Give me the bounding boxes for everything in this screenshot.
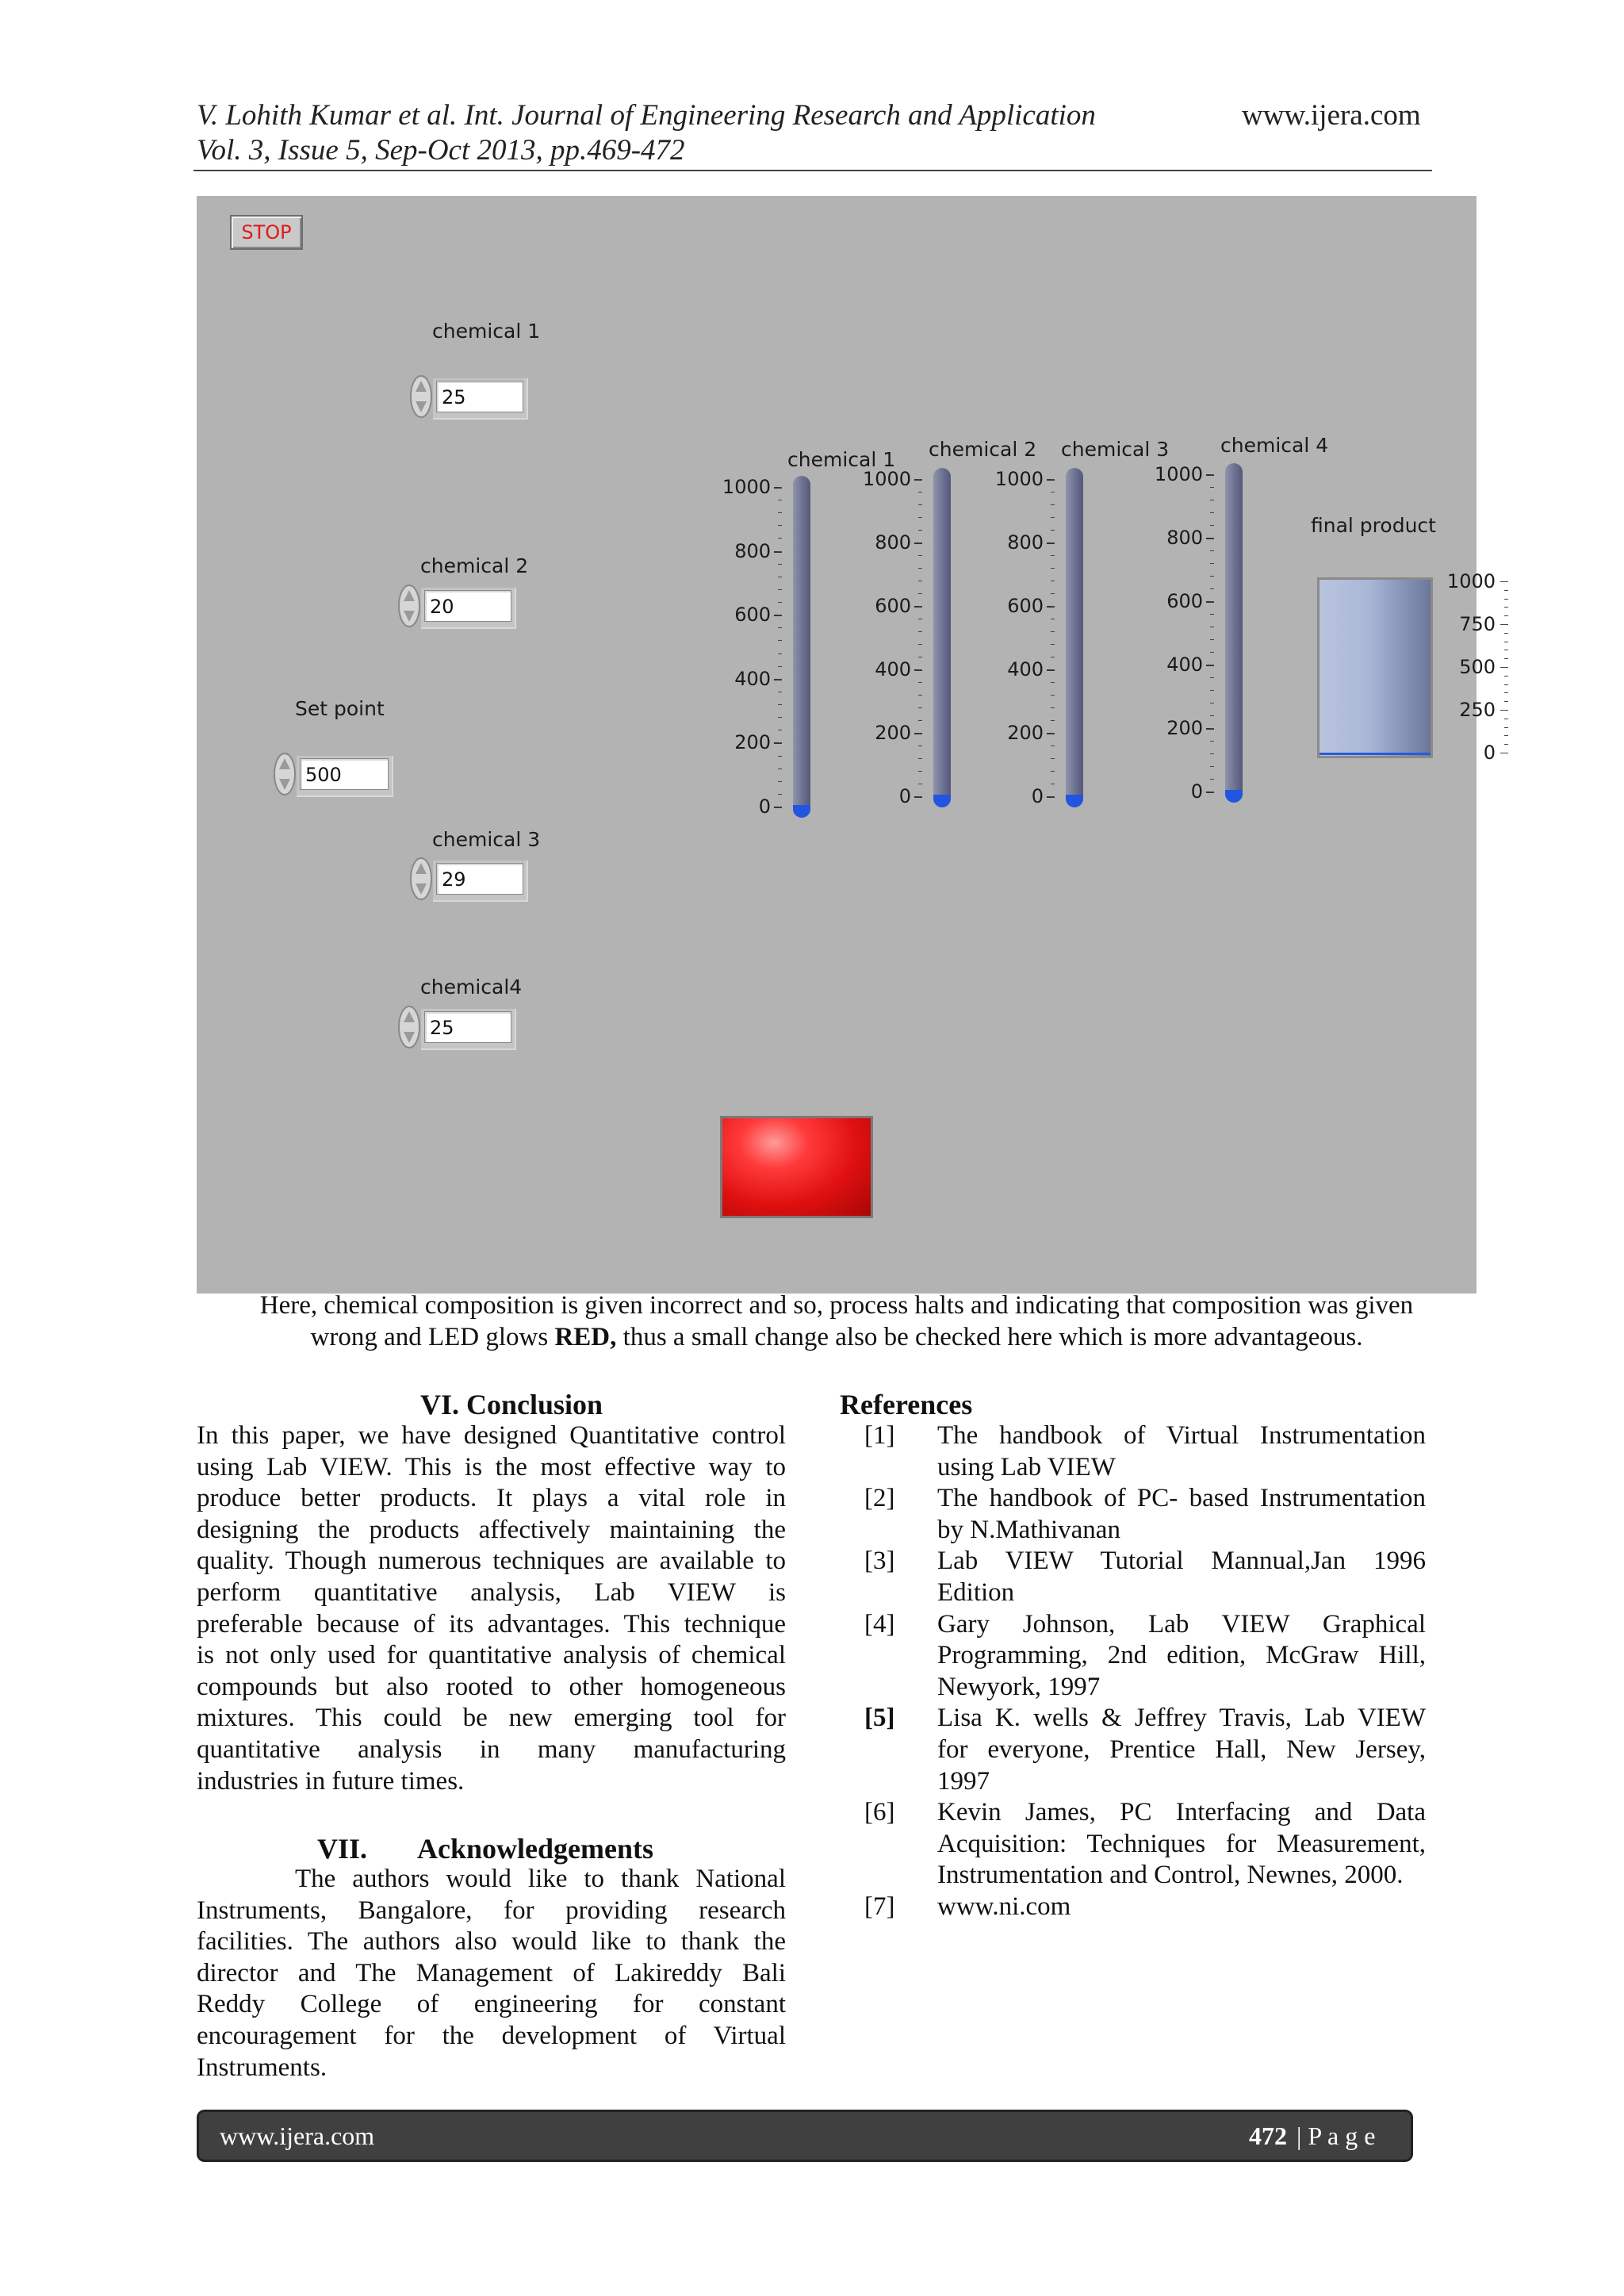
tank-minor-tick	[778, 781, 782, 782]
tank-tick-label: 800	[875, 531, 911, 554]
tank-tick-label: 600	[1166, 590, 1203, 612]
reference-line: Acquisition: Techniques for Measurement,	[937, 1829, 1426, 1858]
final-product-tick	[1504, 599, 1508, 600]
tank-minor-tick	[1051, 771, 1055, 772]
tank-minor-tick	[778, 742, 782, 743]
stop-button[interactable]: STOP	[230, 215, 303, 250]
paragraph-line: In this paper, we have designed Quantitative control	[197, 1421, 786, 1450]
tank-bar	[1225, 463, 1243, 803]
tank-minor-tick	[1051, 606, 1055, 607]
reference-number: [2]	[864, 1484, 895, 1513]
reference-line: Gary Johnson, Lab VIEW Graphical	[937, 1609, 1426, 1639]
tank-minor-tick	[778, 551, 782, 552]
reference-line: www.ni.com	[937, 1892, 1071, 1921]
final-product-tick	[1504, 633, 1508, 634]
tank-minor-tick	[1210, 588, 1214, 589]
tank-minor-tick	[1210, 639, 1214, 640]
tank-tick-label: 400	[1007, 658, 1044, 680]
tank-tick-label: 200	[875, 722, 911, 744]
acknowledgements-heading-number: VII.	[317, 1833, 368, 1865]
final-product-label: final product	[1311, 514, 1436, 537]
reference-line: Newyork, 1997	[937, 1672, 1101, 1701]
tank-minor-tick	[918, 644, 922, 645]
final-product-tick	[1500, 710, 1508, 711]
tank-minor-tick	[918, 733, 922, 734]
tank-minor-tick	[918, 555, 922, 556]
reference-line: Lab VIEW Tutorial Mannual,Jan 1996	[937, 1547, 1426, 1576]
tank-fill-level	[793, 805, 810, 818]
paragraph-line: The authors would like to thank National	[295, 1865, 786, 1893]
tank-minor-tick	[778, 794, 782, 795]
final-product-tick	[1504, 658, 1508, 659]
tank-tick-label: 600	[1007, 595, 1044, 617]
tank-tick-label: 1000	[722, 476, 771, 498]
tank-minor-tick	[778, 627, 782, 628]
final-product-tick	[1504, 735, 1508, 736]
tank-minor-tick	[918, 720, 922, 721]
reference-number: [4]	[864, 1609, 895, 1639]
tank-minor-tick	[1210, 563, 1214, 564]
paragraph-line: preferable because of its advantages. This technique	[197, 1609, 786, 1639]
reference-text	[937, 1703, 1426, 1797]
reference-text	[937, 1546, 1426, 1608]
tank-tick-label: 800	[1007, 531, 1044, 554]
tank-minor-tick	[1051, 542, 1055, 543]
tank-minor-tick	[778, 602, 782, 603]
reference-line: The handbook of PC- based Instrumentation	[937, 1484, 1426, 1513]
tank-minor-tick	[778, 589, 782, 590]
tank-minor-tick	[1051, 530, 1055, 531]
running-header-volume: Vol. 3, Issue 5, Sep-Oct 2013, pp.469-472	[197, 134, 685, 167]
reference-line: Kevin James, PC Interfacing and Data	[937, 1798, 1426, 1827]
reference-text	[937, 1892, 1426, 1923]
tank-minor-tick	[918, 707, 922, 708]
paragraph-line: using Lab VIEW. This is the most effective way to	[197, 1452, 786, 1481]
tank-fill-level	[1066, 795, 1083, 807]
footer-page-number: 472	[1249, 2122, 1287, 2150]
tank-minor-tick	[918, 479, 922, 480]
tank-bar	[793, 476, 810, 818]
chemical-4-input[interactable]: 25	[424, 1011, 511, 1043]
caption-line-2: wrong and LED glows RED, thus a small change also be checked here which is more advantageous.	[310, 1323, 1363, 1351]
tank-bar	[933, 468, 951, 807]
tank-minor-tick	[918, 682, 922, 683]
tank-minor-tick	[1051, 555, 1055, 556]
tank-minor-tick	[778, 679, 782, 680]
paragraph-line: Instruments.	[197, 2053, 327, 2082]
tank-minor-tick	[1051, 758, 1055, 759]
tank-minor-tick	[1051, 707, 1055, 708]
reference-line: for everyone, Prentice Hall, New Jersey,	[937, 1734, 1426, 1764]
reference-line: The handbook of Virtual Instrumentation	[937, 1421, 1426, 1450]
final-product-tick-label: 0	[1483, 742, 1496, 764]
final-product-tick	[1504, 744, 1508, 745]
tank-minor-tick	[778, 564, 782, 565]
tank-minor-tick	[1051, 695, 1055, 696]
acknowledgements-paragraph	[197, 1864, 786, 2083]
final-product-tick	[1500, 667, 1508, 668]
tank-minor-tick	[1210, 614, 1214, 615]
tank-minor-tick	[918, 542, 922, 543]
reference-number: [6]	[864, 1798, 895, 1827]
paragraph-line: industries in future times.	[197, 1766, 465, 1796]
paragraph-line: perform quantitative analysis, Lab VIEW is	[197, 1577, 786, 1607]
acknowledgements-heading: Acknowledgements	[417, 1833, 653, 1865]
footer-url: www.ijera.com	[220, 2122, 375, 2150]
tank-minor-tick	[1210, 753, 1214, 754]
tank-minor-tick	[778, 756, 782, 757]
tank-tick-label: 800	[1166, 527, 1203, 549]
tank-tick-label: 400	[1166, 654, 1203, 676]
footer-page-word: | P a g e	[1297, 2122, 1376, 2150]
tank-minor-tick	[918, 593, 922, 594]
reference-text	[937, 1420, 1426, 1483]
paragraph-line: Instruments, Bangalore, for providing research	[197, 1895, 786, 1925]
tank-title: chemical 1	[787, 448, 896, 471]
spinner-chemical-4-icon[interactable]	[397, 1005, 421, 1049]
tank-minor-tick	[918, 758, 922, 759]
chemical-1-input[interactable]: 25	[436, 381, 523, 412]
tank-minor-tick	[778, 640, 782, 641]
tank-minor-tick	[918, 504, 922, 505]
tank-minor-tick	[778, 538, 782, 539]
paragraph-line: quality. Though numerous techniques are available to	[197, 1547, 786, 1576]
final-product-tick	[1504, 727, 1508, 728]
tank-minor-tick	[1210, 728, 1214, 729]
paragraph-line: quantitative analysis in many manufacturing	[197, 1734, 786, 1764]
tank-minor-tick	[918, 492, 922, 493]
tank-minor-tick	[918, 669, 922, 670]
tank-minor-tick	[1210, 512, 1214, 513]
tank-tick-label: 200	[1007, 722, 1044, 744]
tank-tick-label: 200	[734, 731, 771, 754]
tank-tick-label: 800	[734, 539, 771, 562]
tank-tick-label: 1000	[994, 468, 1044, 490]
tank-minor-tick	[1051, 517, 1055, 518]
spinner-chemical-1-icon[interactable]	[409, 374, 433, 419]
tank-minor-tick	[778, 525, 782, 526]
tank-minor-tick	[778, 704, 782, 705]
reference-line: Edition	[937, 1577, 1015, 1607]
reference-number: [3]	[864, 1547, 895, 1576]
final-product-tick	[1504, 607, 1508, 608]
spinner-set-point-icon[interactable]	[273, 752, 297, 796]
caption-red-emphasis: RED,	[554, 1323, 617, 1351]
tank-tick-label: 0	[1190, 780, 1203, 803]
control-label-chemical-2: chemical 2	[420, 554, 529, 577]
conclusion-heading: VI. Conclusion	[420, 1389, 603, 1420]
control-label-chemical-1: chemical 1	[432, 320, 541, 343]
tank-tick-label: 400	[875, 658, 911, 680]
final-product-level	[1320, 753, 1431, 755]
header-rule	[193, 170, 1432, 171]
tank-minor-tick	[1210, 487, 1214, 488]
tank-minor-tick	[1051, 682, 1055, 683]
running-header-journal: V. Lohith Kumar et al. Int. Journal of Engineering Research and Application	[197, 99, 1096, 132]
tank-tick-label: 400	[734, 667, 771, 690]
control-label-set-point: Set point	[295, 697, 385, 720]
reference-line: Instrumentation and Control, Newnes, 2000.	[937, 1861, 1404, 1890]
tank-minor-tick	[1051, 479, 1055, 480]
reference-line: Lisa K. wells & Jeffrey Travis, Lab VIEW	[937, 1704, 1426, 1733]
tank-minor-tick	[778, 666, 782, 667]
tank-minor-tick	[918, 517, 922, 518]
tank-minor-tick	[1210, 538, 1214, 539]
tank-minor-tick	[918, 606, 922, 607]
tank-minor-tick	[918, 568, 922, 569]
paragraph-line: mixtures. This could be new emerging tool for	[197, 1704, 786, 1733]
page-footer	[197, 2110, 1413, 2162]
tank-minor-tick	[1051, 492, 1055, 493]
reference-text	[937, 1483, 1426, 1546]
tank-minor-tick	[778, 717, 782, 718]
reference-text	[937, 1609, 1426, 1704]
tank-title: chemical 4	[1220, 434, 1329, 457]
paragraph-line: facilities. The authors also would like to thank the	[197, 1927, 786, 1957]
tank-minor-tick	[1210, 766, 1214, 767]
final-product-tick-label: 750	[1459, 613, 1496, 635]
tank-tick-label: 600	[734, 604, 771, 627]
tank-tick-label: 200	[1166, 717, 1203, 739]
tank-tick-label: 1000	[1154, 463, 1203, 485]
tank-minor-tick	[1210, 601, 1214, 602]
tank-minor-tick	[1051, 504, 1055, 505]
paragraph-line: produce better products. It plays a vital role in	[197, 1484, 786, 1513]
final-product-tick	[1504, 692, 1508, 693]
tank-bar	[1066, 468, 1083, 807]
tank-title: chemical 2	[929, 438, 1037, 461]
reference-line: Programming, 2nd edition, McGraw Hill,	[937, 1641, 1426, 1670]
reference-line: by N.Mathivanan	[937, 1515, 1120, 1544]
set-point-input[interactable]: 500	[300, 758, 389, 790]
conclusion-paragraph	[197, 1420, 786, 1797]
tank-minor-tick	[918, 631, 922, 632]
paragraph-line: Reddy College of engineering for constant	[197, 1990, 786, 2019]
references-heading: References	[840, 1389, 973, 1420]
tank-minor-tick	[1210, 474, 1214, 475]
reference-line: 1997	[937, 1766, 990, 1796]
tank-minor-tick	[918, 695, 922, 696]
tank-minor-tick	[1051, 720, 1055, 721]
tank-minor-tick	[918, 796, 922, 797]
tank-minor-tick	[918, 771, 922, 772]
figure-caption	[197, 1290, 1477, 1353]
reference-number: [1]	[864, 1421, 895, 1450]
paragraph-line: encouragement for the development of Virtual	[197, 2021, 786, 2050]
tank-tick-label: 600	[875, 595, 911, 617]
tank-tick-label: 0	[758, 795, 771, 818]
control-label-chemical-3: chemical 3	[432, 828, 541, 851]
tank-minor-tick	[778, 487, 782, 488]
final-product-tick	[1504, 615, 1508, 616]
paragraph-line: is not only used for quantitative analysis of chemical	[197, 1641, 786, 1670]
tank-fill-level	[1225, 790, 1243, 803]
final-product-tick-label: 250	[1459, 699, 1496, 721]
tank-minor-tick	[1051, 631, 1055, 632]
final-product-tick	[1500, 581, 1508, 582]
tank-minor-tick	[1051, 796, 1055, 797]
caption-line-1: Here, chemical composition is given incorrect and so, process halts and indicating that composition was given	[259, 1291, 1414, 1320]
chemical-3-input[interactable]: 29	[436, 863, 523, 895]
status-led	[720, 1116, 873, 1218]
tank-minor-tick	[1210, 576, 1214, 577]
reference-line: using Lab VIEW	[937, 1452, 1116, 1481]
tank-tick-label: 0	[898, 785, 911, 807]
tank-tick-label: 1000	[862, 468, 911, 490]
tank-minor-tick	[1210, 715, 1214, 716]
final-product-tick	[1504, 590, 1508, 591]
final-product-tick	[1504, 701, 1508, 702]
control-label-chemical-4: chemical4	[420, 976, 523, 999]
tank-minor-tick	[778, 512, 782, 513]
final-product-tick-label: 1000	[1446, 570, 1496, 592]
tank-minor-tick	[1051, 644, 1055, 645]
final-product-tick-label: 500	[1459, 656, 1496, 678]
tank-fill-level	[933, 795, 951, 807]
tank-tick-label: 0	[1031, 785, 1044, 807]
tank-minor-tick	[1051, 593, 1055, 594]
running-header-url: www.ijera.com	[1242, 99, 1421, 132]
labview-front-panel	[197, 196, 1496, 1294]
paragraph-line: designing the products affectively maintaining the	[197, 1515, 786, 1544]
spinner-chemical-2-icon[interactable]	[397, 584, 421, 628]
tank-minor-tick	[1210, 690, 1214, 691]
tank-minor-tick	[1051, 568, 1055, 569]
reference-number: [5]	[864, 1704, 895, 1733]
spinner-chemical-3-icon[interactable]	[409, 857, 433, 901]
paragraph-line: director and The Management of Lakireddy Bali	[197, 1958, 786, 1987]
final-product-tick	[1504, 684, 1508, 685]
final-product-tick	[1500, 624, 1508, 625]
reference-text	[937, 1797, 1426, 1892]
paragraph-line: compounds but also rooted to other homogeneous	[197, 1672, 786, 1701]
tank-minor-tick	[1210, 652, 1214, 653]
tank-minor-tick	[1051, 669, 1055, 670]
final-product-tank	[1317, 577, 1433, 758]
final-product-tick	[1504, 676, 1508, 677]
chemical-2-input[interactable]: 20	[424, 590, 511, 622]
tank-minor-tick	[1051, 733, 1055, 734]
tank-minor-tick	[1210, 779, 1214, 780]
tank-minor-tick	[918, 530, 922, 531]
tank-minor-tick	[1210, 550, 1214, 551]
reference-number: [7]	[864, 1892, 895, 1921]
tank-title: chemical 3	[1061, 438, 1170, 461]
tank-minor-tick	[1210, 677, 1214, 678]
tank-minor-tick	[1210, 525, 1214, 526]
tank-minor-tick	[1210, 741, 1214, 742]
